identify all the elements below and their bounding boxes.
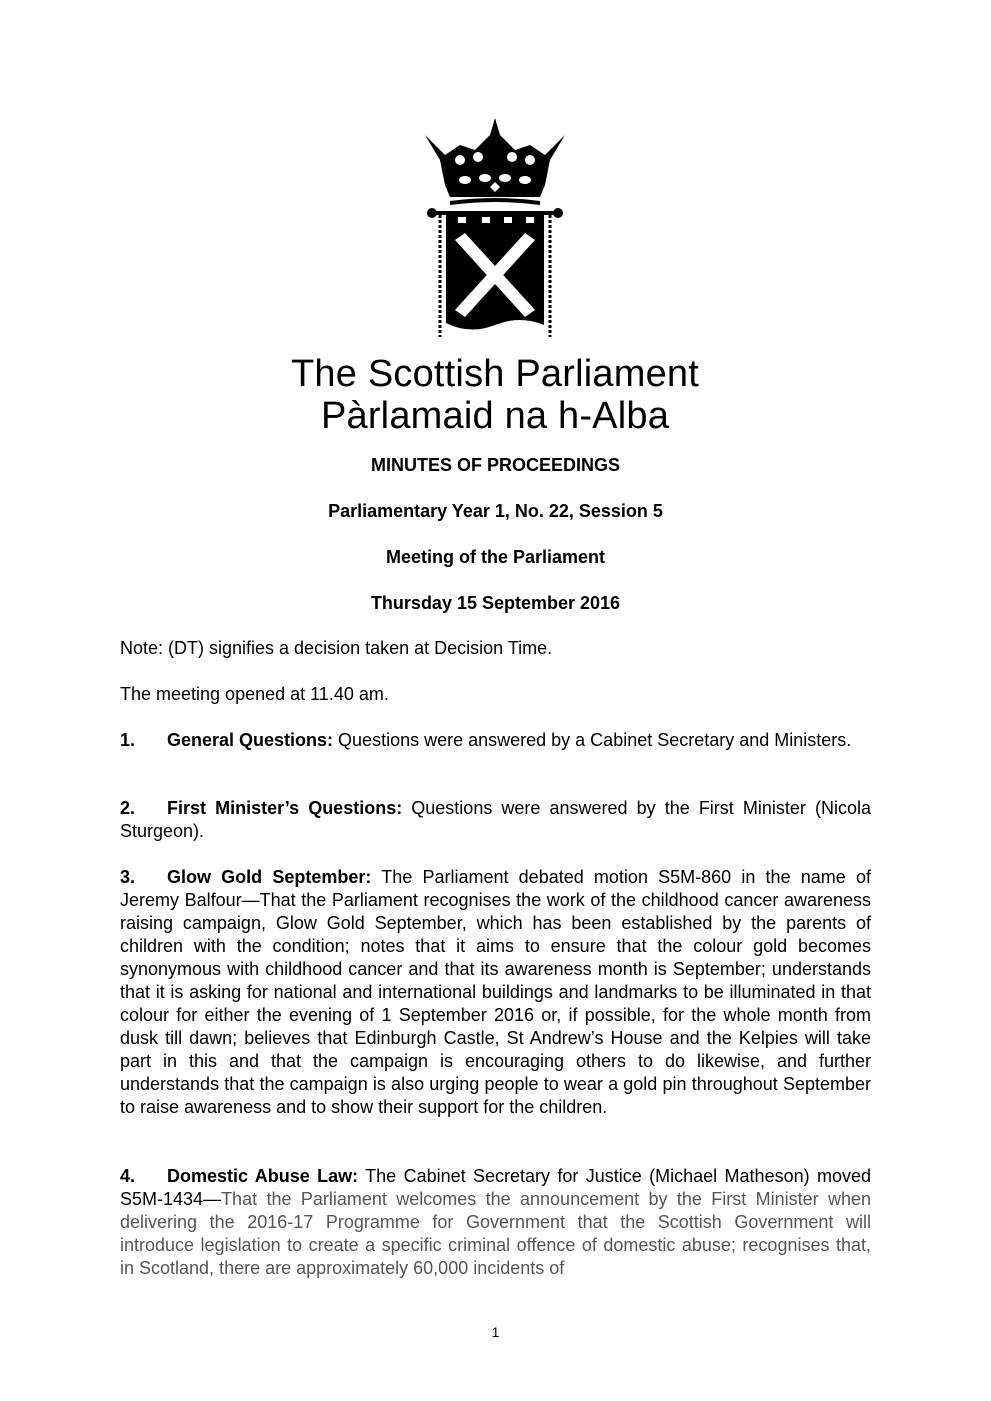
date-heading: Thursday 15 September 2016 [370,593,621,613]
item-2 [120,797,871,843]
session-heading: Parliamentary Year 1, No. 22, Session 5 [328,501,663,521]
logo-text-gaelic: Pàrlamaid na h-Alba [320,395,670,437]
item-3 [120,866,871,1119]
motion-text: That the Parliament welcomes the announcement by the First Minister when delivering the 2016-17 Programme for Government that the Scottish Government will introduce legislation to create a specific criminal offence of domestic abuse; recognises that, in Scotland, there are approximately 60,000 incidents of [120,1189,871,1278]
item-number: 1. [120,730,136,750]
item-4 [120,1165,871,1280]
item-title: Domestic Abuse Law: [167,1166,359,1186]
item-number: 3. [120,867,136,887]
item-text: The Parliament debated motion S5M-860 in the name of Jeremy Balfour—That the Parliament recognises the work of the childhood cancer awareness raising campaign, Glow Gold September, which has been established by the parents of children with the condition; notes that it aims to ensure that the colour gold becomes synonymous with childhood cancer and that its awareness month is September; understands that it is asking for national and international buildings and landmarks to be illuminated in that colour for either the evening of 1 September 2016 or, if possible, for the whole month from dusk till dawn; believes that Edinburgh Castle, St Andrew’s House and the Kelpies will take part in this and that the campaign is encouraging others to do likewise, and further understands that the campaign is also urging people to wear a gold pin throughout September to raise awareness and to show their support for the children. [120,867,871,1117]
item-number: 2. [120,798,136,818]
scottish-parliament-crest-logo [420,115,570,340]
item-text: Questions were answered by the First Minister (Nicola Sturgeon). [120,798,871,841]
page-number: 1 [491,1324,500,1340]
opening-paragraph: The meeting opened at 11.40 am. [120,684,389,704]
item-text: Questions were answered by a Cabinet Secretary and Ministers. [333,730,852,750]
item-text: The Cabinet Secretary for Justice (Michael Matheson) moved S5M-1434— [120,1166,871,1209]
item-number: 4. [120,1166,136,1186]
document-title: MINUTES OF PROCEEDINGS [370,455,621,475]
item-1 [120,729,871,752]
item-title: General Questions: [167,730,334,750]
item-title: Glow Gold September: [167,867,372,887]
item-title: First Minister’s Questions: [167,798,403,818]
meeting-heading: Meeting of the Parliament [385,547,606,567]
note-paragraph: Note: (DT) signifies a decision taken at Decision Time. [120,638,553,658]
logo-text-english: The Scottish Parliament [291,353,699,395]
